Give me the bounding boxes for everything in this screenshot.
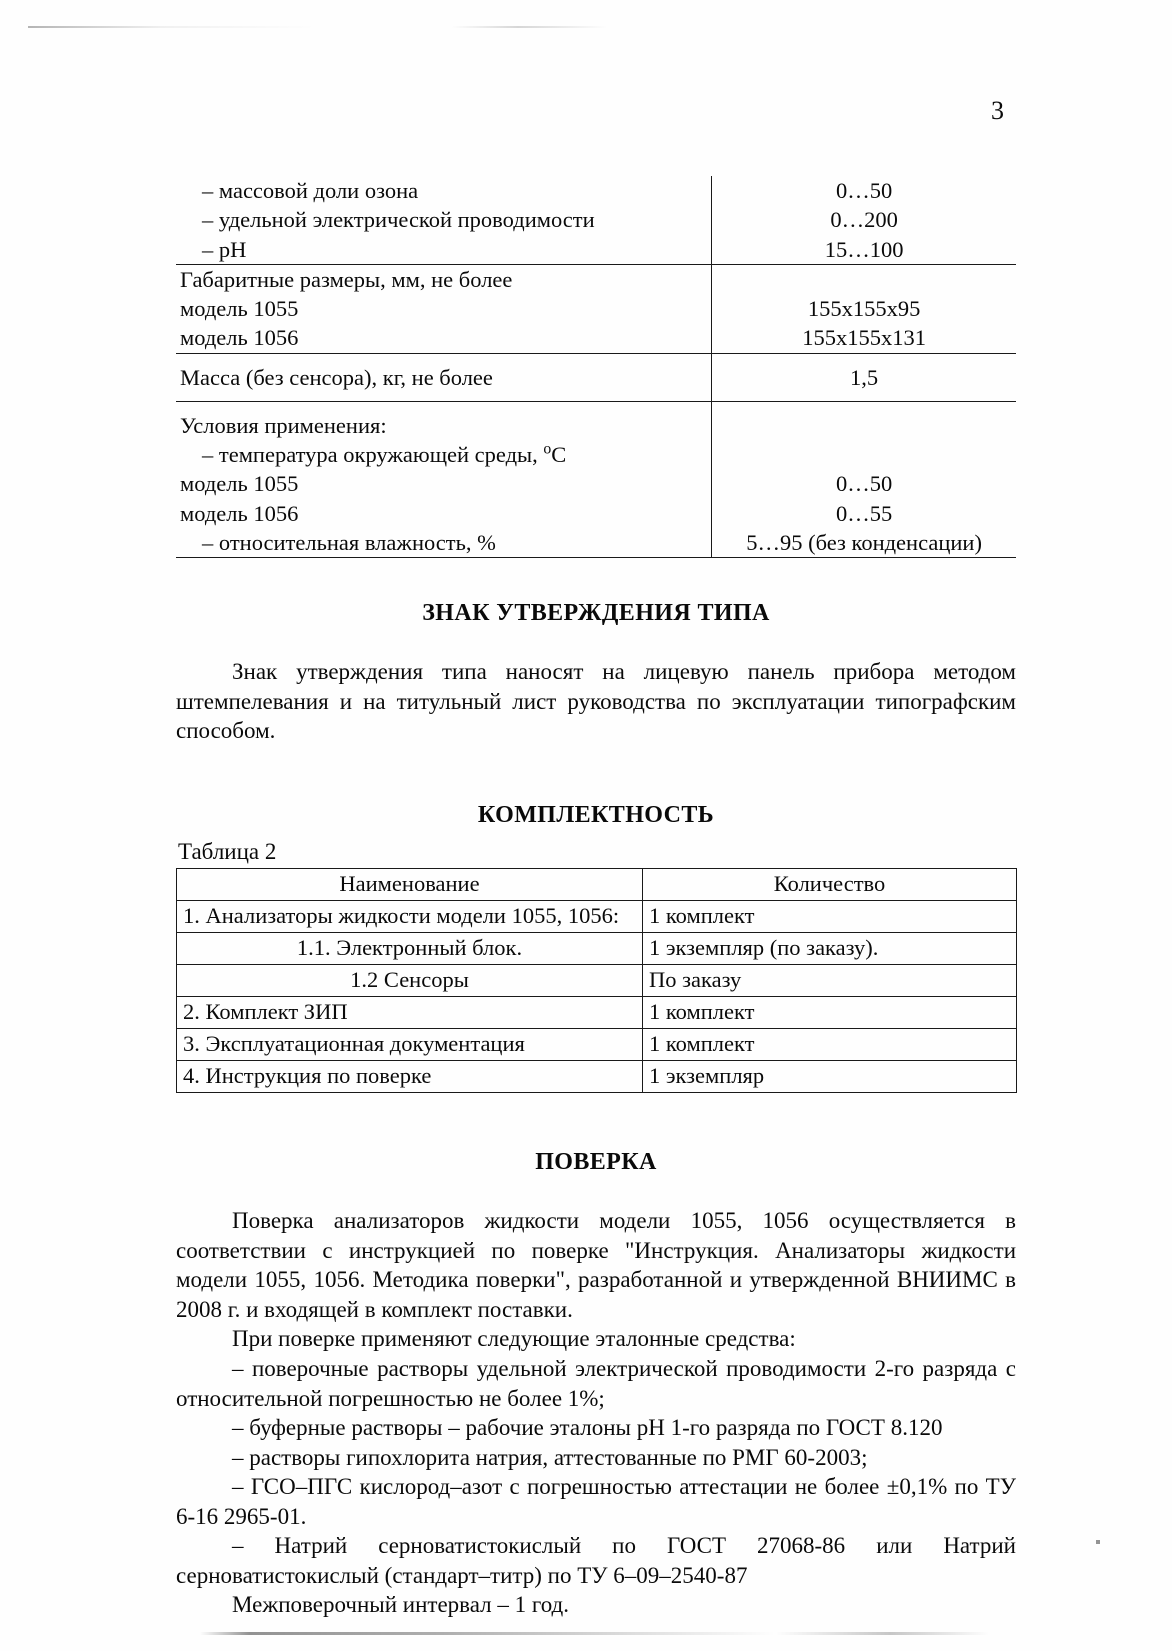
scan-artifact-top <box>28 26 1142 28</box>
column-header-quantity: Количество <box>643 868 1017 900</box>
spec-label-line: – массовой доли озона <box>202 178 419 203</box>
table-row <box>176 176 1016 264</box>
spec-value-cell <box>712 401 1016 557</box>
page-number: 3 <box>991 96 1004 125</box>
spec-label-line: Габаритные размеры, мм, не более <box>180 266 513 292</box>
spec-value-line: 15…100 <box>824 236 904 262</box>
table-row <box>177 1061 1017 1093</box>
table-row <box>176 353 1016 401</box>
kit-item-name: 1.1. Электронный блок. <box>177 932 643 964</box>
completeness-table <box>176 868 1017 1094</box>
kit-item-qty: По заказу <box>643 964 1017 996</box>
spec-label-line: – pH <box>202 236 247 262</box>
scan-artifact-bottom <box>200 1632 1022 1635</box>
kit-item-qty: 1 комплект <box>643 997 1017 1029</box>
paragraph-verification-item-conductivity: – поверочные растворы удельной электрической проводимости 2-го разряда с относительной погрешностью не более 1%; <box>176 1356 1016 1411</box>
section-heading-verification: ПОВЕРКА <box>535 1149 657 1176</box>
spec-label-line: – удельной электрической проводимости <box>202 207 595 233</box>
section-heading-type-approval-mark: ЗНАК УТВЕРЖДЕНИЯ ТИПА <box>422 600 770 626</box>
spec-label-line: модель 1055 <box>180 471 299 497</box>
paragraph-verification-item-hypochlorite: – растворы гипохлорита натрия, аттестованные по РМГ 60-2003; <box>232 1444 868 1470</box>
table-header-row <box>177 868 1017 900</box>
spec-label-cell <box>176 264 712 353</box>
spec-label-line: модель 1056 <box>180 325 299 351</box>
spec-value-line: 155x155x95 <box>807 296 921 321</box>
kit-item-qty: 1 комплект <box>643 900 1017 932</box>
spec-value-cell <box>712 264 1016 353</box>
spec-value-line: 0…55 <box>835 500 893 526</box>
kit-item-qty: 1 экземпляр (по заказу). <box>643 932 1017 964</box>
spec-value-line: 155x155x131 <box>802 325 926 351</box>
kit-item-qty: 1 экземпляр <box>643 1061 1017 1093</box>
table-row <box>177 932 1017 964</box>
spec-label-cell <box>176 353 712 401</box>
paragraph-verification-item-sodium: – Натрий серноватистокислый по ГОСТ 27068-86 или Натрий серноватистокислый (стандарт–титр) по ТУ 6–09–2540-87 <box>176 1533 1016 1588</box>
kit-item-name: 4. Инструкция по поверке <box>177 1061 643 1093</box>
spec-value-line: 1,5 <box>850 364 879 390</box>
section-heading-completeness: КОМПЛЕКТНОСТЬ <box>477 801 715 828</box>
spec-label-line: Масса (без сенсора), кг, не более <box>180 364 493 390</box>
spec-value-line: 5…95 (без конденсации) <box>746 529 982 555</box>
scan-artifact-dot <box>1096 1540 1100 1544</box>
paragraph-verification-item-gso-pgs: – ГСО–ПГС кислород–азот с погрешностью аттестации не более ±0,1% по ТУ 6-16 2965-01. <box>176 1474 1016 1529</box>
column-header-name: Наименование <box>177 868 643 900</box>
spec-label-cell <box>176 176 712 264</box>
table2-caption: Таблица 2 <box>178 838 277 864</box>
kit-item-name: 3. Эксплуатационная документация <box>177 1029 643 1061</box>
spec-value-line: 0…50 <box>835 178 893 203</box>
spec-label-line: – температура окружающей среды, $^о$С <box>202 440 567 467</box>
spec-label-line: модель 1056 <box>180 500 299 526</box>
table-row <box>176 264 1016 353</box>
spec-value-cell <box>712 176 1016 264</box>
kit-item-name: 1.2 Сенсоры <box>177 964 643 996</box>
spec-label-line: модель 1055 <box>180 296 299 321</box>
spec-value-line: 0…200 <box>830 207 898 233</box>
spec-label-line: Условия применения: <box>180 412 387 438</box>
paragraph-type-approval-mark: Знак утверждения типа наносят на лицевую панель прибора методом штемпелевания и на титульный лист руководства по эксплуатации типографским способом. <box>176 659 1016 744</box>
paragraph-verification-item-buffer: – буферные растворы – рабочие эталоны pH 1-го разряда по ГОСТ 8.120 <box>232 1415 943 1441</box>
table-row <box>176 401 1016 557</box>
paragraph-verification-interval: Межповерочный интервал – 1 год. <box>232 1592 570 1618</box>
kit-item-name: 1. Анализаторы жидкости модели 1055, 1056: <box>177 900 643 932</box>
spec-label-line: – относительная влажность, % <box>202 529 496 555</box>
paragraph-verification-intro: Поверка анализаторов жидкости модели 1055, 1056 осуществляется в соответствии с инструкцией по поверке "Инструкция. Анализаторы жидкости модели 1055, 1056. Методика поверки", разработанной и утвержденной ВНИИМС в 2008 г. и входящей в комплект поставки. <box>176 1208 1016 1322</box>
spec-label-cell <box>176 401 712 557</box>
table-row <box>177 964 1017 996</box>
table-row <box>177 900 1017 932</box>
kit-item-name: 2. Комплект ЗИП <box>177 997 643 1029</box>
spec-value-cell <box>712 353 1016 401</box>
document-content <box>176 176 1016 1620</box>
kit-item-qty: 1 комплект <box>643 1029 1017 1061</box>
spec-value-line: 0…50 <box>835 471 893 497</box>
table-row <box>177 1029 1017 1061</box>
paragraph-verification-standards-intro: При поверке применяют следующие эталонные средства: <box>232 1326 796 1352</box>
degree-symbol: о <box>543 440 552 458</box>
table-row <box>177 997 1017 1029</box>
specifications-table <box>176 176 1016 558</box>
